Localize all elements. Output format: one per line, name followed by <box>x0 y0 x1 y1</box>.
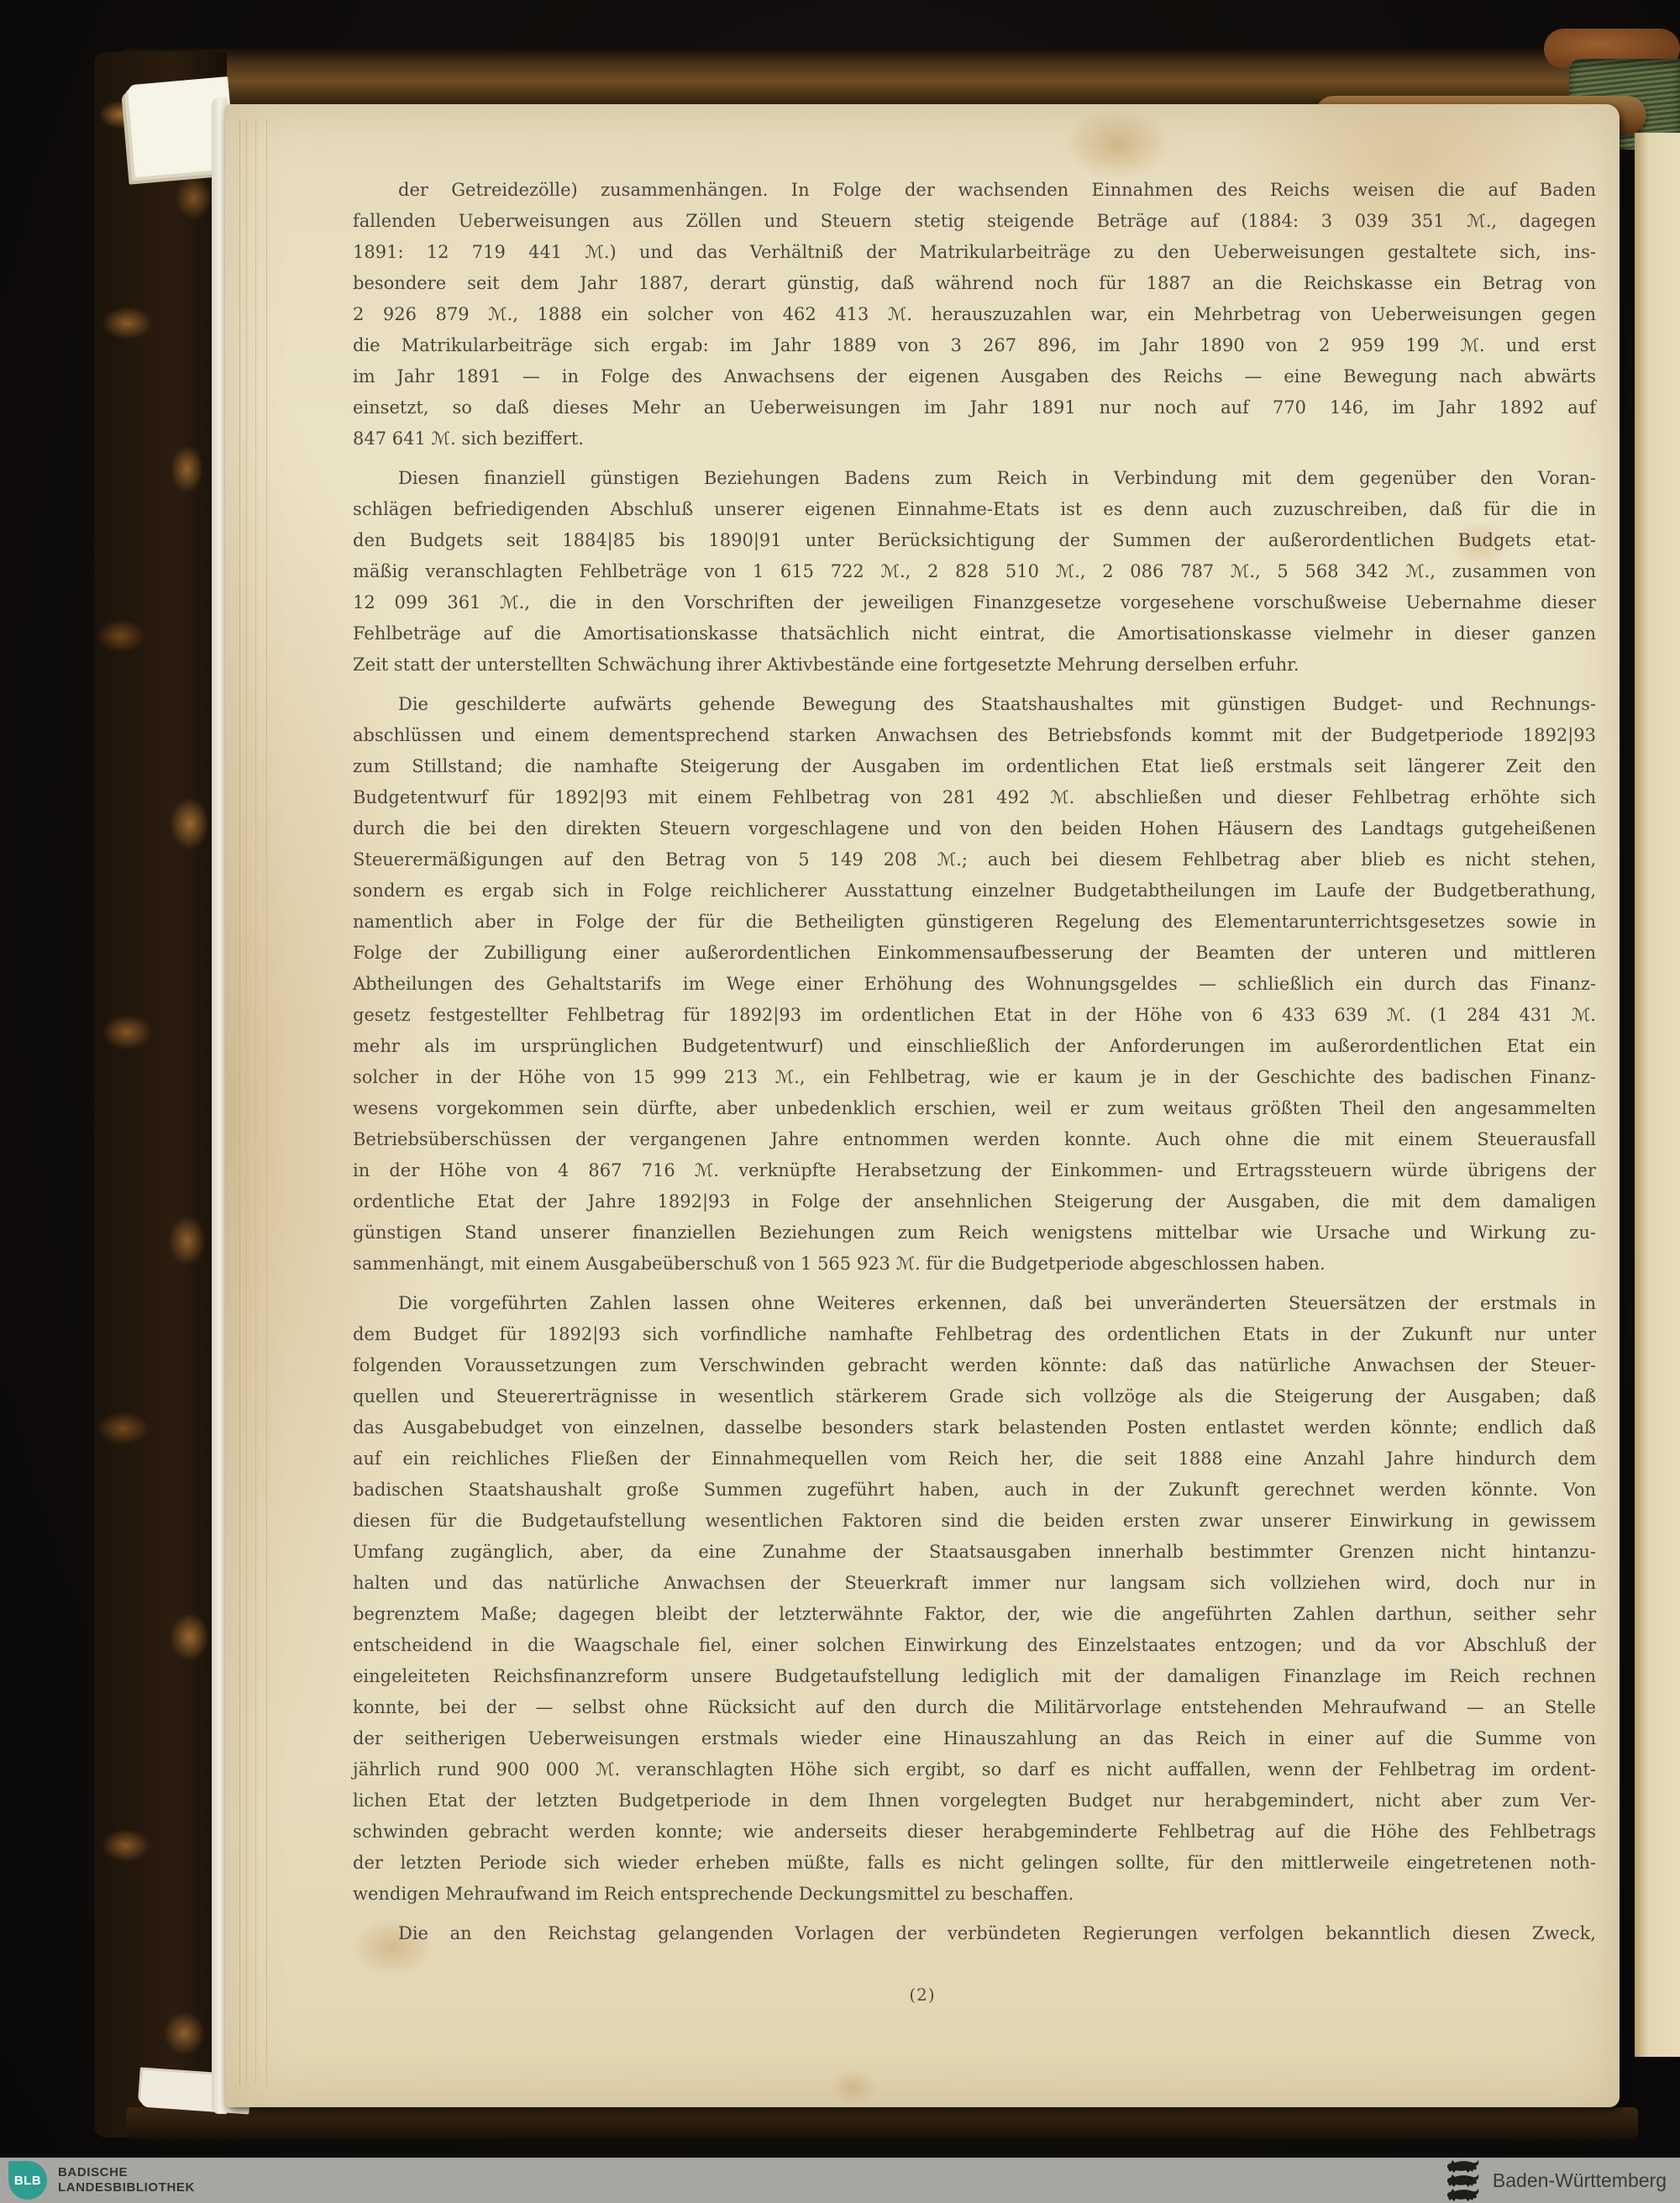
text-line: schwinden gebracht werden konnte; wie anderseits dieser herabgeminderte Fehlbetrag auf die Höhe des Fehlbetrags <box>353 1822 1596 1842</box>
text-line: zum Stillstand; die namhafte Steigerung der Ausgaben im ordentlichen Etat ließ erstmals seit längerer Zeit den <box>353 756 1596 776</box>
text-line: konnte, bei der — selbst ohne Rücksicht auf den durch die Militärvorlage entstehenden Mehraufwand — an Stelle <box>353 1697 1596 1717</box>
blb-logo-icon <box>8 2161 47 2200</box>
text-line: 2 926 879 ℳ., 1888 ein solcher von 462 413 ℳ. herauszuzahlen war, ein Mehrbetrag von Ueberweisungen gegen <box>353 304 1596 324</box>
text-line: auf ein reichliches Fließen der Einnahmequellen vom Reich her, die seit 1888 eine Anzahl Jahre hindurch dem <box>353 1449 1596 1469</box>
text-line: im Jahr 1891 — in Folge des Anwachsens der eigenen Ausgaben des Reichs — eine Bewegung nach abwärts <box>353 366 1596 386</box>
text-line: ordentliche Etat der Jahre 1892|93 in Folge der ansehnlichen Steigerung der Ausgaben, die mit dem damaligen <box>353 1191 1596 1212</box>
marbled-cover-edge <box>94 52 227 2137</box>
library-name <box>58 2165 195 2195</box>
paragraph <box>353 689 1596 1280</box>
text-line: der letzten Periode sich wieder erheben müßte, falls es nicht gelingen sollte, für den mittlerweile eingetretenen noth- <box>353 1853 1596 1873</box>
text-line: Die an den Reichstag gelangenden Vorlagen der verbündeten Regierungen verfolgen bekanntlich diesen Zweck, <box>398 1923 1596 1943</box>
page-fore-edge-lines <box>234 119 270 2085</box>
text-line: diesen für die Budgetaufstellung wesentlichen Faktoren sind die beiden ersten zwar unserer Einwirkung in gewissem <box>353 1511 1596 1531</box>
text-line: namentlich aber in Folge der für die Betheiligten günstigeren Regelung des Elementarunterrichtsgesetzes sowie in <box>353 912 1596 932</box>
text-line: wesens vorgekommen sein dürfte, aber unbedenklich erschien, weil er zum weitaus größten Theil den angesammelten <box>353 1098 1596 1118</box>
text-line: der Getreidezölle) zusammenhängen. In Folge der wachsenden Einnahmen des Reichs weisen die auf Baden <box>398 180 1596 200</box>
blb-logo <box>8 2161 195 2200</box>
paragraph <box>353 1918 1596 1949</box>
text-line: begrenztem Maße; dagegen bleibt der letzterwähnte Faktor, der, wie die angeführten Zahlen darthun, seither sehr <box>353 1604 1596 1624</box>
text-line: mäßig veranschlagten Fehlbeträge von 1 615 722 ℳ., 2 828 510 ℳ., 2 086 787 ℳ., 5 568 342 ℳ., zusammen von <box>353 561 1596 581</box>
text-line: sondern es ergab sich in Folge reichlicherer Ausstattung einzelner Budgetabtheilungen im Laufe der Budgetberathung, <box>353 881 1596 901</box>
text-line: Folge der Zubilligung einer außerordentlichen Einkommensaufbesserung der Beamten der unteren und mittleren <box>353 943 1596 963</box>
text-line: 847 641 ℳ. sich beziffert. <box>353 429 584 449</box>
text-line: gesetz festgestellter Fehlbetrag für 1892|93 im ordentlichen Etat in der Höhe von 6 433 639 ℳ. (1 284 431 ℳ. <box>353 1005 1596 1025</box>
baden-wuerttemberg-logo <box>1444 2159 1667 2201</box>
text-line: Fehlbeträge auf die Amortisationskasse thatsächlich nicht eintrat, die Amortisationskasse vielmehr in dieser ganzen <box>353 623 1596 644</box>
text-line: solcher in der Höhe von 15 999 213 ℳ., ein Fehlbetrag, wie er kaum je in der Geschichte des badischen Finanz- <box>353 1067 1596 1087</box>
text-line: 1891: 12 719 441 ℳ.) und das Verhältniß der Matrikularbeiträge zu den Ueberweisungen gestaltete sich, ins- <box>353 242 1596 262</box>
book-cover-bottom-edge <box>126 2107 1638 2141</box>
text-line: quellen und Steuererträgnisse in wesentlich stärkerem Grade sich vollzöge als die Steigerung der Ausgaben; daß <box>353 1386 1596 1406</box>
text-line: folgenden Voraussetzungen zum Verschwinden gebracht werden könnte: daß das natürliche Anwachsen der Steuer- <box>353 1355 1596 1375</box>
text-line: durch die bei den direkten Steuern vorgeschlagene und von den beiden Hohen Häusern des Landtags gutgeheißenen <box>353 818 1596 839</box>
text-line: Budgetentwurf für 1892|93 mit einem Fehlbetrag von 281 492 ℳ. abschließen und dieser Fehlbetrag erhöhte sich <box>353 787 1596 807</box>
text-line: der seitherigen Ueberweisungen erstmals wieder eine Hinauszahlung an das Reich in einer auf die Summe von <box>353 1728 1596 1748</box>
text-line: fallenden Ueberweisungen aus Zöllen und Steuern stetig steigende Beträge auf (1884: 3 039 351 ℳ., dagegen <box>353 211 1596 231</box>
state-label: Baden-Württemberg <box>1492 2169 1667 2191</box>
text-line: Zeit statt der unterstellten Schwächung ihrer Aktivbestände eine fortgesetzte Mehrung derselben erfuhr. <box>353 655 1299 675</box>
text-line: schlägen befriedigenden Abschluß unserer eigenen Einnahme-Etats ist es denn auch zuzuschreiben, daß für die in <box>353 499 1596 519</box>
text-line: das Ausgabebudget von einzelnen, dasselbe besonders stark belastenden Posten entlastet werden könnte; endlich daß <box>353 1417 1596 1438</box>
library-footer-bar <box>0 2158 1680 2203</box>
coat-of-arms-icon <box>1444 2159 1483 2201</box>
blb-abbreviation: BLB <box>13 2173 42 2188</box>
text-line: Umfang zugänglich, aber, da eine Zunahme der Staatsausgaben innerhalb bestimmter Grenzen nicht hintanzu- <box>353 1542 1596 1562</box>
text-line: abschlüssen und einem dementsprechend starken Anwachsen des Betriebsfonds kommt mit der Budgetperiode 1892|93 <box>353 725 1596 745</box>
underlying-page-edge-right <box>1635 133 1680 2057</box>
text-line: Die vorgeführten Zahlen lassen ohne Weiteres erkennen, daß bei unveränderten Steuersätzen der erstmals in <box>398 1293 1596 1313</box>
library-name-line2: LANDESBIBLIOTHEK <box>58 2180 195 2195</box>
text-line: Die geschilderte aufwärts gehende Bewegung des Staatshaushaltes mit günstigen Budget- und Rechnungs- <box>398 694 1596 714</box>
text-line: dem Budget für 1892|93 sich vorfindliche namhafte Fehlbetrag des ordentlichen Etats in der Zukunft nur unter <box>353 1324 1596 1344</box>
text-line: die Matrikularbeiträge sich ergab: im Jahr 1889 von 3 267 896, im Jahr 1890 von 2 959 199 ℳ. und erst <box>353 335 1596 355</box>
text-line: badischen Staatshaushalt große Summen zugeführt haben, auch in der Zukunft gerechnet werden könnte. Von <box>353 1480 1596 1500</box>
text-line: lichen Etat der letzten Budgetperiode in dem Ihnen vorgelegten Budget nur herabgemindert, nicht aber zum Ver- <box>353 1790 1596 1811</box>
page-number: (2) <box>909 1985 936 2005</box>
text-line: entscheidend in die Waagschale fiel, einer solchen Einwirkung des Einzelstaates entzogen; und da vor Abschluß der <box>353 1635 1596 1655</box>
text-line: besondere seit dem Jahr 1887, derart günstig, daß während noch für 1887 an die Reichskasse ein Betrag von <box>353 273 1596 293</box>
text-line: Abtheilungen des Gehaltstarifs im Wege einer Erhöhung des Wohnungsgeldes — schließlich ein durch das Finanz- <box>353 974 1596 994</box>
text-line: günstigen Stand unserer finanziellen Beziehungen zum Reich wenigstens mittelbar wie Ursache und Wirkung zu- <box>353 1222 1596 1243</box>
text-line: Diesen finanziell günstigen Beziehungen Badens zum Reich in Verbindung mit dem gegenüber den Voran- <box>398 468 1596 488</box>
text-line: eingeleiteten Reichsfinanzreform unsere Budgetaufstellung lediglich mit der damaligen Finanzlage im Reich rechnen <box>353 1666 1596 1686</box>
text-line: Steuerermäßigungen auf den Betrag von 5 149 208 ℳ.; auch bei diesem Fehlbetrag aber blieb es nicht stehen, <box>353 849 1596 870</box>
text-line: halten und das natürliche Anwachsen der Steuerkraft immer nur langsam sich vollziehen wird, doch nur in <box>353 1573 1596 1593</box>
text-line: wendigen Mehraufwand im Reich entsprechende Deckungsmittel zu beschaffen. <box>353 1884 1074 1904</box>
library-name-line1: BADISCHE <box>58 2165 129 2179</box>
text-line: 12 099 361 ℳ., die in den Vorschriften der jeweiligen Finanzgesetze vorgesehene vorschußweise Uebernahme dieser <box>353 592 1596 613</box>
scanned-book-page <box>225 104 1620 2107</box>
text-line: jährlich rund 900 000 ℳ. veranschlagten Höhe sich ergibt, so darf es nicht auffallen, wenn der Fehlbetrag im ordent- <box>353 1759 1596 1780</box>
page-text-block <box>353 175 1596 1949</box>
paragraph <box>353 1288 1596 1910</box>
paragraph <box>353 175 1596 455</box>
text-line: mehr als im ursprünglichen Budgetentwurf) und einschließlich der Anforderungen im außerordentlichen Etat ein <box>353 1036 1596 1056</box>
paragraph <box>353 463 1596 681</box>
text-line: einsetzt, so daß dieses Mehr an Ueberweisungen im Jahr 1891 nur noch auf 770 146, im Jahr 1892 auf <box>353 397 1596 418</box>
text-line: sammenhängt, mit einem Ausgabeüberschuß von 1 565 923 ℳ. für die Budgetperiode abgeschlossen haben. <box>353 1254 1326 1274</box>
text-line: den Budgets seit 1884|85 bis 1890|91 unter Berücksichtigung der Summen der außerordentlichen Budgets etat- <box>353 530 1596 550</box>
text-line: Betriebsüberschüssen der vergangenen Jahre entnommen werden konnte. Auch ohne die mit einem Steuerausfall <box>353 1129 1596 1149</box>
text-line: in der Höhe von 4 867 716 ℳ. verknüpfte Herabsetzung der Einkommen- und Ertragssteuern würde übrigens der <box>353 1160 1596 1180</box>
